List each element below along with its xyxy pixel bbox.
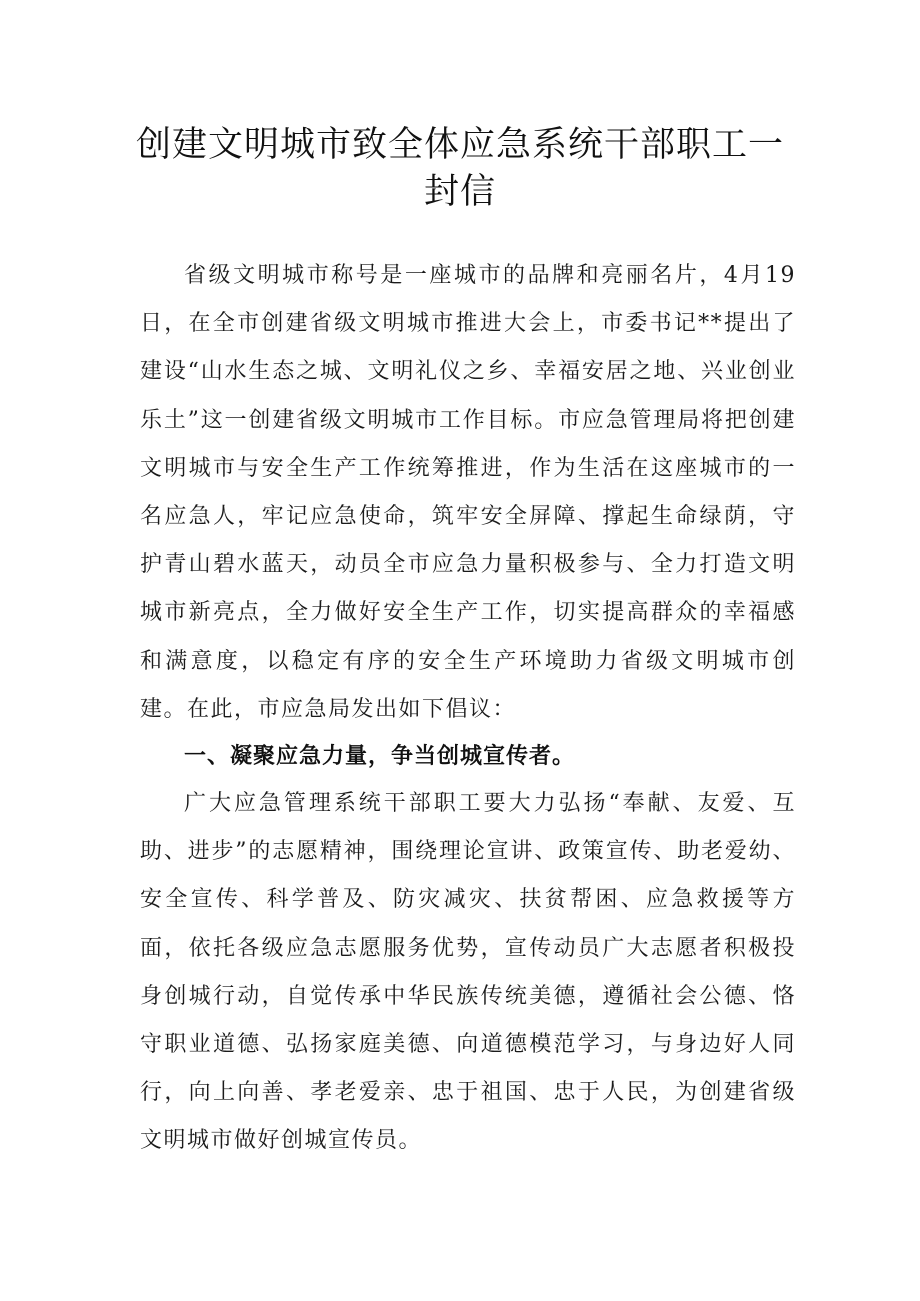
section-heading-1: 一、凝聚应急力量，争当创城宣传者。 bbox=[184, 744, 576, 769]
section-1-paragraph: 广大应急管理系统干部职工要大力弘扬“奉献、友爱、互助、进步”的志愿精神，围绕理论宣讲、政策宣传、助老爱幼、安全宣传、科学普及、防灾减灾、扶贫帮困、应急救援等方面，依托各级应急志愿服务优势，宣传动员广大志愿者积极投身创城行动，自觉传承中华民族传统美德，遵循社会公德、恪守职业道德、弘扬家庭美德、向道德模范学习，与身边好人同行，向上向善、孝老爱亲、忠于祖国、忠于人民，为创建省级文明城市做好创城宣传员。 bbox=[140, 791, 796, 1154]
document-title: 创建文明城市致全体应急系统干部职工一封信 bbox=[135, 125, 784, 212]
intro-paragraph: 省级文明城市称号是一座城市的品牌和亮丽名片，4月19日，在全市创建省级文明城市推进大会上，市委书记**提出了建设“山水生态之城、文明礼仪之乡、幸福安居之地、兴业创业乐土”这一创建省级文明城市工作目标。市应急管理局将把创建文明城市与安全生产工作统筹推进，作为生活在这座城市的一名应急人，牢记应急使命，筑牢安全屏障、撑起生命绿荫，守护青山碧水蓝天，动员全市应急力量积极参与、全力打造文明城市新亮点，全力做好安全生产工作，切实提高群众的幸福感和满意度，以稳定有序的安全生产环境助力省级文明城市创建。在此，市应急局发出如下倡议： bbox=[140, 263, 796, 722]
